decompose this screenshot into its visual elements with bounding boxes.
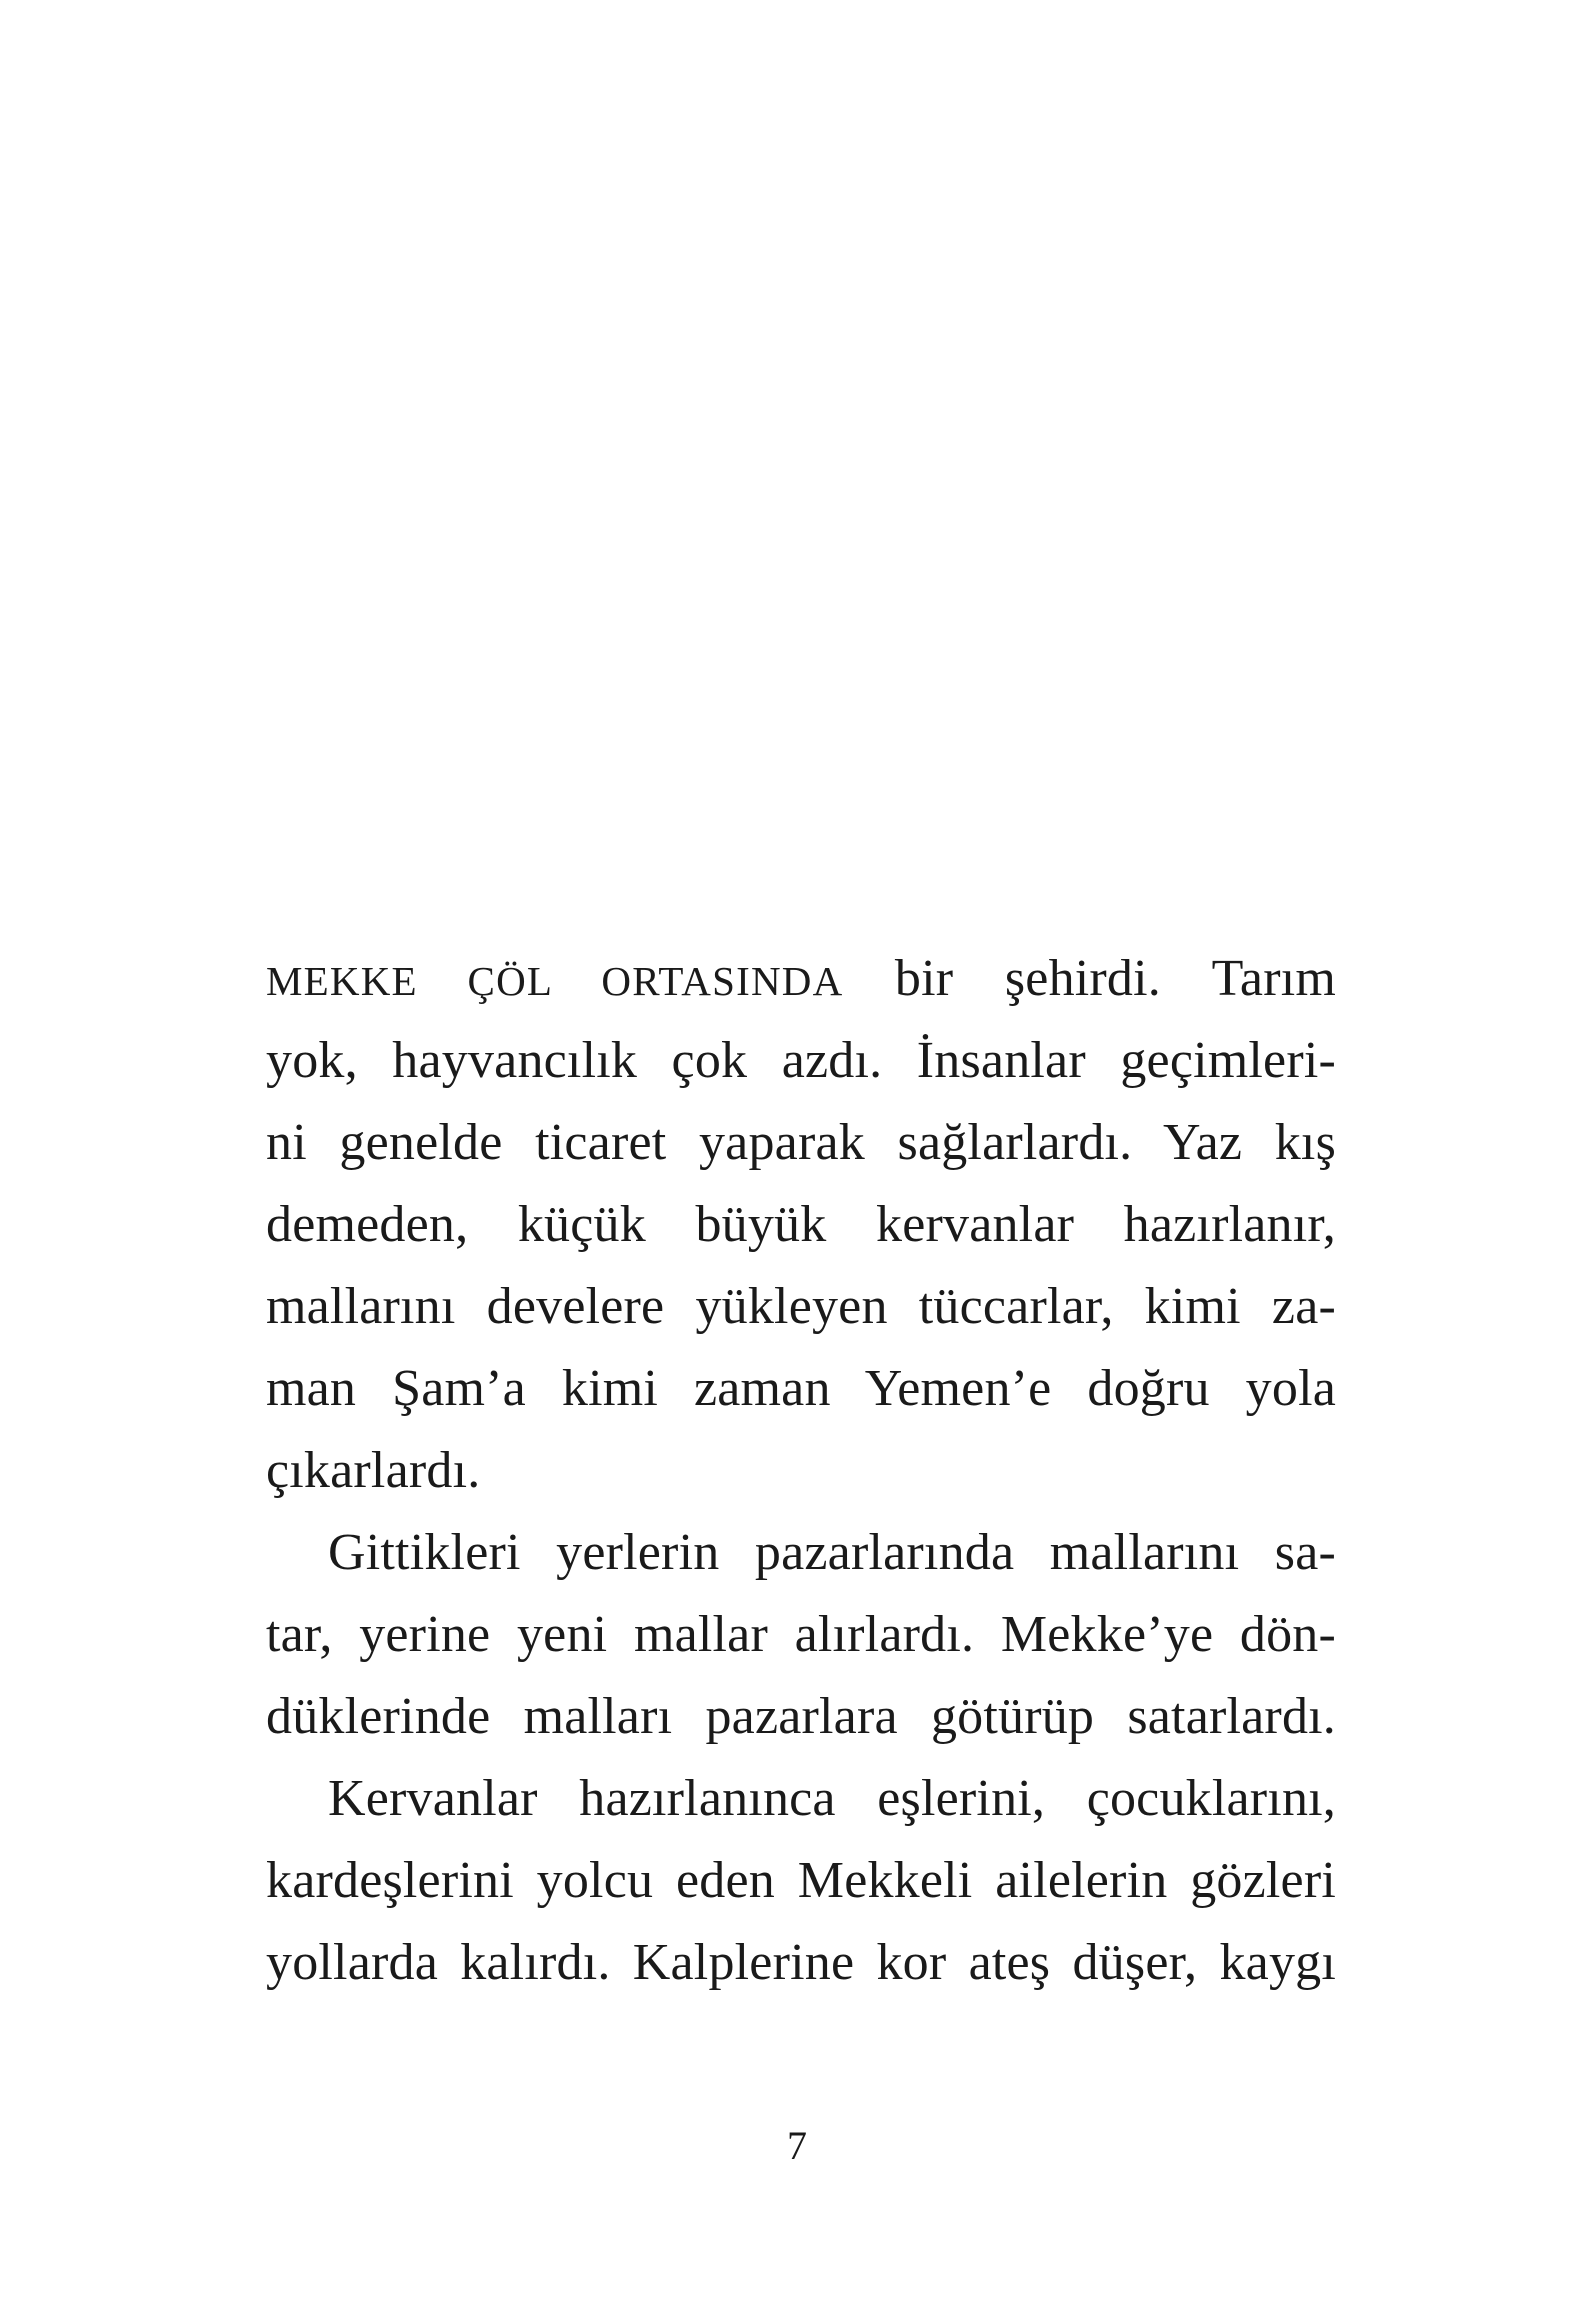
text-line-content: bir şehirdi. Tarım	[843, 950, 1336, 1007]
text-line: mallarını develere yükleyen tüccarlar, kimi za-	[266, 1278, 1336, 1335]
text-line: çıkarlardı.	[266, 1442, 481, 1499]
body-text	[266, 938, 1336, 2004]
text-line: Gittikleri yerlerin pazarlarında mallarını sa-	[328, 1524, 1336, 1581]
text-line: ni genelde ticaret yaparak sağlarlardı. Yaz kış	[266, 1114, 1336, 1171]
page-number: 7	[787, 2123, 807, 2168]
text-line: tar, yerine yeni mallar alırlardı. Mekke’ye dön-	[266, 1606, 1336, 1663]
text-line: yollarda kalırdı. Kalplerine kor ateş düşer, kaygı	[266, 1934, 1336, 1991]
text-line: kardeşlerini yolcu eden Mekkeli ailelerin gözleri	[266, 1852, 1336, 1909]
text-line	[266, 938, 1336, 1020]
paragraph-3	[266, 1758, 1336, 2004]
text-line: Kervanlar hazırlanınca eşlerini, çocuklarını,	[328, 1770, 1336, 1827]
text-line: man Şam’a kimi zaman Yemen’e doğru yola	[266, 1360, 1336, 1417]
text-line: yok, hayvancılık çok azdı. İnsanlar geçimleri-	[266, 1032, 1336, 1089]
paragraph-2	[266, 1512, 1336, 1758]
chapter-opening-smallcaps: MEKKE ÇÖL ORTASINDA	[266, 958, 844, 1004]
text-line: düklerinde malları pazarlara götürüp satarlardı.	[266, 1688, 1336, 1745]
text-line: demeden, küçük büyük kervanlar hazırlanır,	[266, 1196, 1336, 1253]
paragraph-1	[266, 938, 1336, 1512]
